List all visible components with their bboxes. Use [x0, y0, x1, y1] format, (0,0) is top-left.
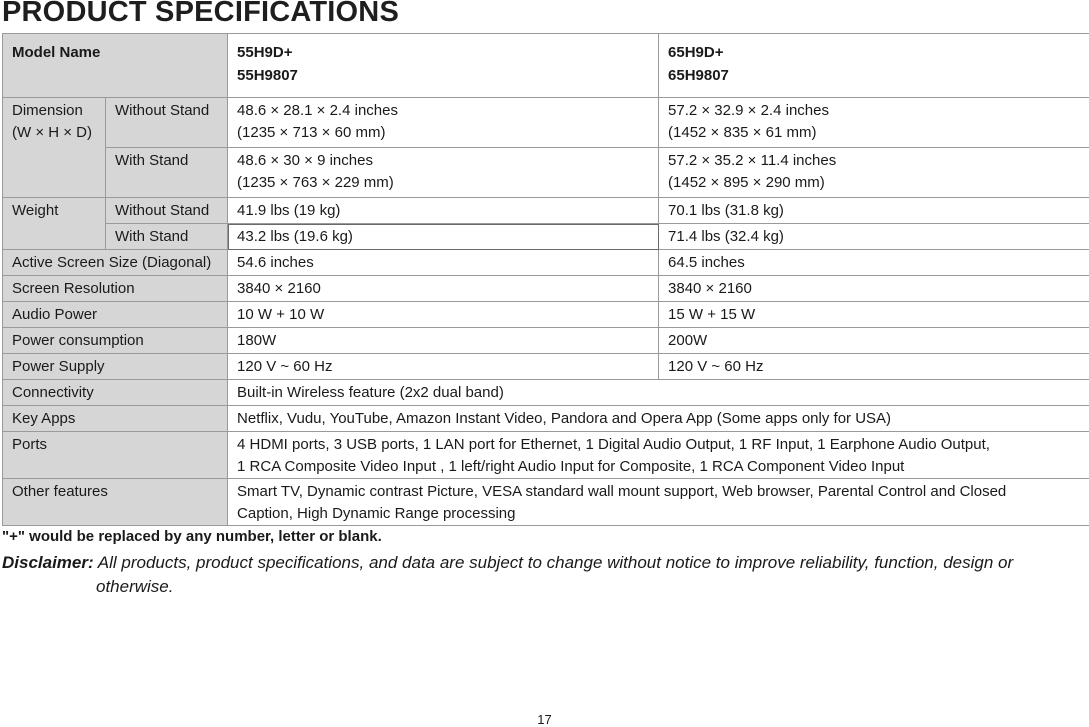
other-features-line: Caption, High Dynamic Range processing	[237, 505, 516, 522]
table-row	[3, 250, 1089, 276]
audio-power-a: 10 W + 10 W	[228, 302, 659, 328]
model-name-label: Model Name	[3, 34, 228, 98]
disclaimer-text: All products, product specifications, and data are subject to change without notice to improve reliability, function, design or otherwise.	[93, 553, 1014, 596]
weight-label: Weight	[3, 198, 106, 250]
other-features-line: Smart TV, Dynamic contrast Picture, VESA standard wall mount support, Web browser, Parental Control and Closed	[237, 483, 1007, 500]
dimension-unit-line: (W × H × D)	[12, 124, 93, 141]
without-stand-label: Without Stand	[106, 98, 228, 148]
without-stand-label: Without Stand	[106, 198, 228, 224]
table-row	[3, 198, 1089, 224]
other-features-value	[228, 479, 1089, 526]
table-row	[3, 354, 1089, 380]
table-row	[3, 380, 1089, 406]
table-row	[3, 98, 1089, 148]
table-row	[3, 302, 1089, 328]
model-a-alt-name: 55H9807	[237, 67, 298, 84]
power-consumption-a: 180W	[228, 328, 659, 354]
dim-without-b-cell	[659, 98, 1089, 148]
audio-power-b: 15 W + 15 W	[659, 302, 1089, 328]
power-supply-a: 120 V ~ 60 Hz	[228, 354, 659, 380]
footnote: "+" would be replaced by any number, letter or blank.	[2, 528, 382, 545]
audio-power-label: Audio Power	[3, 302, 228, 328]
power-consumption-b: 200W	[659, 328, 1089, 354]
model-a-name: 55H9D+	[237, 44, 293, 61]
ports-line: 1 RCA Composite Video Input , 1 left/right Audio Input for Composite, 1 RCA Component Video Input	[237, 458, 905, 475]
weight-with-a: 43.2 lbs (19.6 kg)	[228, 224, 659, 250]
power-supply-b: 120 V ~ 60 Hz	[659, 354, 1089, 380]
screen-size-label: Active Screen Size (Diagonal)	[3, 250, 228, 276]
dimension-label-line: Dimension	[12, 102, 83, 119]
connectivity-value: Built-in Wireless feature (2x2 dual band)	[228, 380, 1089, 406]
dim-with-a-mm: (1235 × 763 × 229 mm)	[237, 174, 394, 191]
power-consumption-label: Power consumption	[3, 328, 228, 354]
table-row	[3, 432, 1089, 479]
weight-with-b: 71.4 lbs (32.4 kg)	[659, 224, 1089, 250]
dim-without-b-inches: 57.2 × 32.9 × 2.4 inches	[668, 102, 829, 119]
dim-without-a-mm: (1235 × 713 × 60 mm)	[237, 124, 386, 141]
other-features-label: Other features	[3, 479, 228, 526]
disclaimer	[2, 551, 1082, 599]
disclaimer-label: Disclaimer:	[2, 553, 94, 572]
screen-size-b: 64.5 inches	[659, 250, 1089, 276]
with-stand-label: With Stand	[106, 148, 228, 198]
key-apps-label: Key Apps	[3, 406, 228, 432]
key-apps-value: Netflix, Vudu, YouTube, Amazon Instant Video, Pandora and Opera App (Some apps only for USA)	[228, 406, 1089, 432]
dim-without-a-inches: 48.6 × 28.1 × 2.4 inches	[237, 102, 398, 119]
model-b-cell	[659, 34, 1089, 98]
power-supply-label: Power Supply	[3, 354, 228, 380]
resolution-a: 3840 × 2160	[228, 276, 659, 302]
resolution-label: Screen Resolution	[3, 276, 228, 302]
with-stand-label: With Stand	[106, 224, 228, 250]
dim-without-b-mm: (1452 × 835 × 61 mm)	[668, 124, 817, 141]
table-row	[3, 406, 1089, 432]
table-row	[3, 34, 1089, 98]
table-row	[3, 224, 1089, 250]
resolution-b: 3840 × 2160	[659, 276, 1089, 302]
ports-line: 4 HDMI ports, 3 USB ports, 1 LAN port for Ethernet, 1 Digital Audio Output, 1 RF Input, 1 Earphone Audio Output,	[237, 436, 990, 453]
model-b-alt-name: 65H9807	[668, 67, 729, 84]
page-title: PRODUCT SPECIFICATIONS	[2, 0, 399, 28]
dim-with-a-cell	[228, 148, 659, 198]
weight-without-b: 70.1 lbs (31.8 kg)	[659, 198, 1089, 224]
dim-with-b-cell	[659, 148, 1089, 198]
dimension-label	[3, 98, 106, 198]
model-a-cell	[228, 34, 659, 98]
connectivity-label: Connectivity	[3, 380, 228, 406]
table-row	[3, 328, 1089, 354]
page-number: 17	[537, 712, 552, 727]
model-b-name: 65H9D+	[668, 44, 724, 61]
specifications-table	[2, 33, 1089, 526]
table-row	[3, 276, 1089, 302]
dim-without-a-cell	[228, 98, 659, 148]
table-row	[3, 479, 1089, 526]
screen-size-a: 54.6 inches	[228, 250, 659, 276]
weight-without-a: 41.9 lbs (19 kg)	[228, 198, 659, 224]
ports-label: Ports	[3, 432, 228, 479]
ports-value	[228, 432, 1089, 479]
table-row	[3, 148, 1089, 198]
dim-with-b-inches: 57.2 × 35.2 × 11.4 inches	[668, 152, 837, 169]
dim-with-b-mm: (1452 × 895 × 290 mm)	[668, 174, 825, 191]
dim-with-a-inches: 48.6 × 30 × 9 inches	[237, 152, 373, 169]
